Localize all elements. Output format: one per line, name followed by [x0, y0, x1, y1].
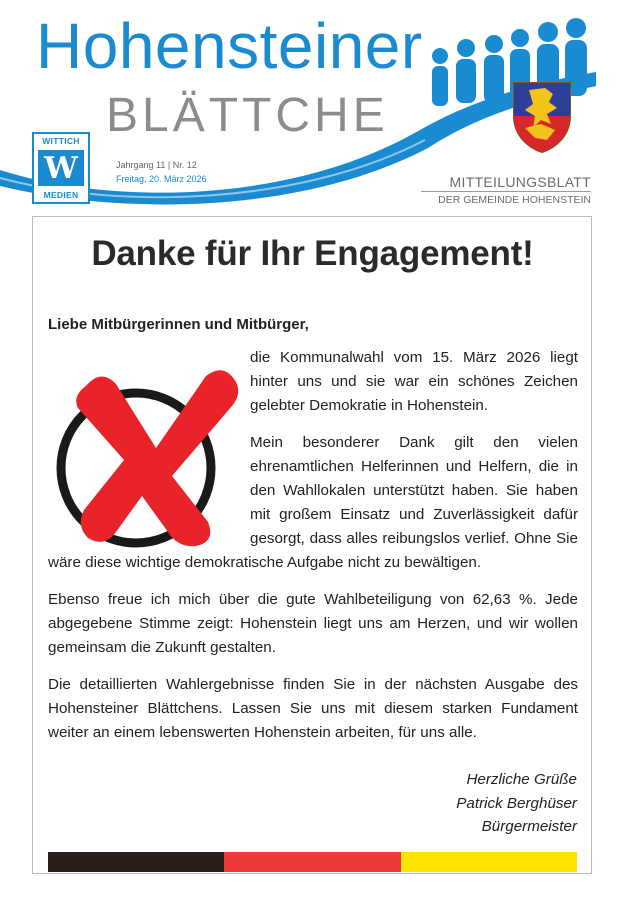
article-headline: Danke für Ihr Engagement! — [91, 234, 534, 273]
edition-info: Jahrgang 11 | Nr. 12 — [116, 160, 197, 170]
flag-black-stripe — [48, 852, 224, 872]
paragraph-1: die Kommunalwahl vom 15. März 2026 liegt hinter uns und sie war ein schönes Zeichen gelebter Demokratie in Hohenstein. — [250, 349, 578, 414]
issue-date: Freitag, 20. März 2026 — [116, 174, 207, 184]
masthead-subtitle: BLÄTTCHE — [106, 89, 389, 142]
signer-title: Bürgermeister — [481, 818, 577, 835]
paragraph-4: Die detaillierten Wahlergebnisse finden Sie in der nächsten Ausgabe des Hohensteiner Blättchens. Lassen Sie uns mit diesem starken Fundament weiter an einem lebenswerten Hohenstein arbeiten, für uns alle. — [48, 676, 578, 741]
publisher-top-label: WITTICH — [42, 136, 80, 146]
bulletin-divider — [421, 191, 591, 192]
bulletin-title: MITTEILUNGSBLATT — [449, 174, 591, 190]
paragraph-3: Ebenso freue ich mich über die gute Wahlbeteiligung von 62,63 %. Jede abgegebene Stimme zeigt: Hohenstein liegt uns am Herzen, und wir wollen gemeinsam die Zukunft gestalten. — [48, 591, 578, 656]
publisher-logo — [32, 132, 90, 204]
flag-gold-stripe — [401, 852, 577, 872]
paragraph-2: Mein besonderer Dank gilt den vielen ehrenamtlichen Helferinnen und Helfern, die in den Wahllokalen unterstützt haben. Sie haben mit großem Einsatz und Zuverlässigkeit dafür gesorgt, dass alles reibungslos verlief. Ohne Sie wäre diese wichtige demokratische Aufgabe nicht zu bewältigen. — [48, 434, 578, 571]
signature-block — [456, 768, 577, 839]
publisher-mark-icon: W — [38, 150, 84, 186]
coat-of-arms-icon — [511, 80, 573, 154]
flag-red-stripe — [224, 852, 400, 872]
masthead — [0, 0, 625, 215]
ballot-cross-icon — [46, 356, 246, 556]
article-salutation: Liebe Mitbürgerinnen und Mitbürger, — [48, 316, 309, 333]
closing-phrase: Herzliche Grüße — [466, 771, 577, 788]
german-flag-stripe — [48, 852, 577, 872]
signer-name: Patrick Berghüser — [456, 794, 577, 812]
bulletin-subtitle: DER GEMEINDE HOHENSTEIN — [438, 194, 591, 206]
publisher-bottom-label: MEDIEN — [43, 189, 79, 200]
masthead-title: Hohensteiner — [36, 10, 423, 82]
